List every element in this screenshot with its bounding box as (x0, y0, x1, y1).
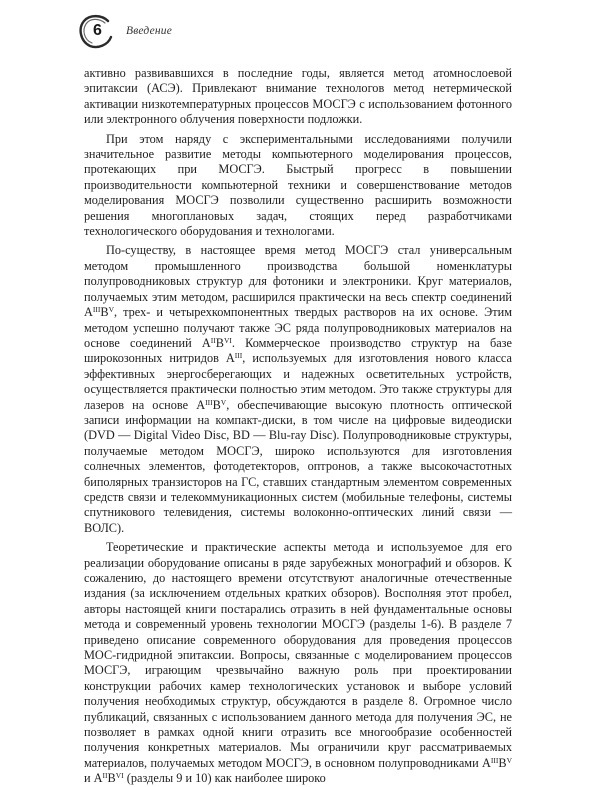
page-number: 6 (93, 22, 102, 39)
paragraph: активно развивавшихся в последние годы, является метод атомнослоевой эпитаксии (АСЭ). Привлекают внимание технологов метод нетермической активации низкотемпературных процессов МОСГЭ с использованием фотонного или электронного облучения поверхности подложки. (84, 66, 512, 127)
paragraph: Теоретические и практические аспекты метода и используемое для его реализации оборудование описаны в ряде зарубежных монографий и обзоров. К сожалению, до настоящего времени отсутствуют аналогичные отечественные издания (за исключением отдельных кратких обзоров). Восполняя этот пробел, авторы настоящей книги постарались отразить в ней фундаментальные основы метода и современный уровень технологии МОСГЭ (разделы 1-6). В разделе 7 приведено описание современного оборудования для проведения процессов МОС-гидридной эпитаксии. Вопросы, связанные с моделированием процессов МОСГЭ, играющим чрезвычайно важную роль при проектировании конструкции рабочих камер технологических установок и выборе условий получения необходимых структур, обсуждаются в разделе 8. Огромное число публикаций, связанных с использованием данного метода для получения ЭС, не позволяет в рамках одной книги отразить все многообразие особенностей получения конкретных материалов. Мы ограничили круг рассматриваемых материалов, получаемых методом МОСГЭ, в основном полупроводниками $A^{III}B^V$ и $A^{II}B^{VI}$ (разделы 9 и 10) как наиболее широко (84, 540, 512, 786)
paragraph: По-существу, в настоящее время метод МОСГЭ стал универсальным методом промышленного производства большой номенклатуры полупроводниковых структур для фотоники и электроники. Круг материалов, получаемых этим методом, расширился практически на весь спектр соединений $A^{III}B^V$, трех- и четырехкомпонентных твердых растворов на их основе. Этим методом успешно получают также ЭС ряда полупроводниковых материалов на основе соединений $A^{II}B^{VI}$. Коммерческое производство структур на базе широкозонных нитридов $A^{III}$, используемых для изготовления нового класса эффективных энергосберегающих и надежных осветительных устройств, осуществляется практически полностью этим методом. Это также структуры для лазеров на основе $A^{III}B^V$, обеспечивающие высокую плотность оптической записи информации на компакт-диски, в том числе на цифровые видеодиски (DVD — Digital Video Disc, BD — Blu-ray Disc). Полупроводниковые структуры, получаемые методом МОСГЭ, широко используются для изготовления солнечных элементов, фотодетекторов, оптронов, а также высокочастотных биполярных транзисторов на ГС, ставших стандартным элементом современных средств связи и телекоммуникационных систем (мобильные телефоны, системы спутникового телевидения, системы волоконно-оптических линий связи — ВОЛС). (84, 243, 512, 535)
body-text (84, 66, 512, 787)
page-number-badge (78, 13, 114, 49)
paragraph: При этом наряду с экспериментальными исследованиями получили значительное развитие методы компьютерного моделирования процессов, протекающих при МОСГЭ. Быстрый прогресс в повышении производительности компьютерной техники и совершенствование методов моделирования МОСГЭ позволили существенно расширить возможности решения многоплановых задач, стоящих перед разработчиками технологического оборудования и технологами. (84, 131, 512, 239)
running-title: Введение (126, 25, 173, 37)
page-header (78, 13, 172, 49)
